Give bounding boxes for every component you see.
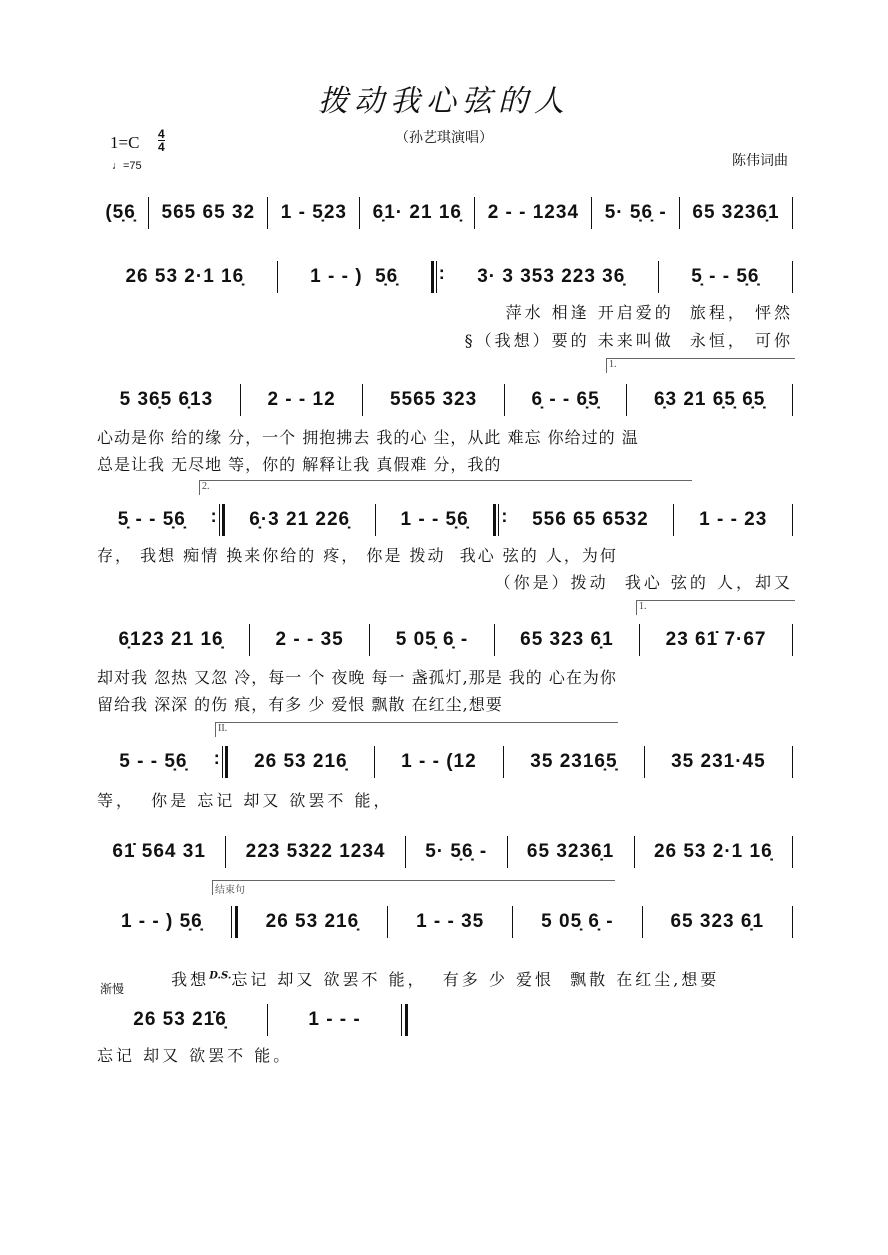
measure: 5· 5̣6̣ - bbox=[604, 202, 667, 223]
barline bbox=[591, 197, 592, 229]
barline bbox=[267, 1004, 268, 1036]
measure: 2 - - 35 bbox=[275, 629, 344, 650]
lyric-line: 等， 你是 忘记 却又 欲罢不 能， bbox=[97, 791, 393, 810]
barline bbox=[504, 384, 505, 416]
measure: 65 323 6̣1 bbox=[670, 911, 765, 932]
measure: 35 231·45 bbox=[671, 751, 766, 772]
system-2 bbox=[95, 260, 795, 294]
measure: 5 36̣5 6̣13 bbox=[119, 389, 214, 410]
system-8 bbox=[95, 905, 795, 939]
ritardando-mark: 渐慢 bbox=[100, 982, 125, 996]
barline bbox=[249, 624, 250, 656]
barline bbox=[494, 624, 495, 656]
measure: 1 - - 23 bbox=[699, 509, 768, 530]
barline bbox=[148, 197, 149, 229]
barline bbox=[792, 836, 793, 868]
volta-1-chorus: 1. bbox=[636, 600, 795, 615]
lyric-line: 萍水 相逢 开启爱的 旅程， 怦然 bbox=[505, 303, 793, 322]
volta-2: 2. bbox=[199, 480, 692, 495]
barline bbox=[512, 906, 513, 938]
lyric-line: 忘记 却又 欲罢不 能。 bbox=[97, 1046, 293, 1065]
measure: 565 65 32 bbox=[161, 202, 256, 223]
measure: 1 - - - bbox=[308, 1009, 361, 1030]
system-6 bbox=[95, 745, 795, 779]
lyric-line: 存， 我想 痴情 换来你给的 疼， 你是 拨动 我心 弦的 人，为何 bbox=[97, 546, 618, 565]
volta-2-chorus: II. bbox=[215, 722, 618, 737]
measure: (5̣6̣ bbox=[105, 202, 136, 223]
measure: 26 53 2·1 16̣ bbox=[653, 841, 773, 862]
system-4 bbox=[95, 503, 795, 537]
barline bbox=[792, 384, 793, 416]
measure: 5̣ - - 5̣6̣ bbox=[117, 509, 186, 530]
lyric-line: 留给我 深深 的伤 痕，有多 少 爱恨 飘散 在红尘,想要 bbox=[97, 695, 503, 714]
system-3 bbox=[95, 383, 795, 417]
measure: 65 323 6̣1 bbox=[520, 629, 614, 650]
barline bbox=[658, 261, 659, 293]
lyric-text: 忘记 却又 欲罢不 能， 有多 少 爱恨 飘散 在红尘,想要 bbox=[231, 970, 720, 989]
barline bbox=[644, 746, 645, 778]
barline bbox=[374, 746, 375, 778]
barline bbox=[792, 197, 793, 229]
composer-credit: 陈伟词曲 bbox=[732, 152, 788, 168]
measure: 5 - - 5̣6̣ bbox=[119, 751, 188, 772]
measure: 65 3236̣1 bbox=[692, 202, 780, 223]
measure: 1 - - ) 5̣6̣ bbox=[310, 266, 399, 287]
lyric-line: 总是让我 无尽地 等，你的 解释让我 真假难 分，我的 bbox=[97, 455, 502, 474]
double-barline bbox=[401, 1004, 408, 1036]
lyric-line: （你是）拨动 我心 弦的 人，却又 bbox=[494, 573, 793, 592]
barline bbox=[507, 836, 508, 868]
measure: 5· 5̣6̣ - bbox=[425, 841, 488, 862]
measure: 5 05̣ 6̣ - bbox=[395, 629, 469, 650]
barline bbox=[375, 504, 376, 536]
barline bbox=[369, 624, 370, 656]
lyric-line: §（我想）要的 未来叫做 永恒， 可你 bbox=[464, 331, 793, 350]
barline bbox=[626, 384, 627, 416]
dal-segno-mark: D.S. bbox=[209, 970, 232, 982]
measure: 1 - - ) 5̣6̣ bbox=[120, 911, 203, 932]
lyric-line: 却对我 忽热 又忽 冷，每一 个 夜晚 每一 盏孤灯,那是 我的 心在为你 bbox=[97, 668, 617, 687]
barline bbox=[673, 504, 674, 536]
measure: 26 53 2·1 16̣ bbox=[125, 266, 245, 287]
system-9 bbox=[95, 1003, 410, 1037]
volta-1: 1. bbox=[606, 358, 795, 373]
measure: 23 61̇ 7·67 bbox=[665, 629, 767, 650]
measure: 6̣ - - 6̣5̣ bbox=[531, 389, 600, 410]
barline bbox=[362, 384, 363, 416]
lyric-line bbox=[155, 948, 719, 990]
barline bbox=[267, 197, 268, 229]
ending-bracket: 结束句 bbox=[212, 880, 615, 895]
measure: 6̣123 21 16̣ bbox=[118, 629, 224, 650]
measure: 1 - 5̣23 bbox=[280, 202, 347, 223]
barline bbox=[792, 624, 793, 656]
key-signature: 1=C bbox=[110, 133, 140, 152]
measure: 3· 3 353 223 36̣ bbox=[477, 266, 626, 287]
measure: 2 - - 12 bbox=[267, 389, 336, 410]
system-7 bbox=[95, 835, 795, 869]
time-top: 4 bbox=[158, 127, 165, 141]
double-barline bbox=[231, 906, 238, 938]
measure: 26 53 216̣ bbox=[254, 751, 348, 772]
barline bbox=[792, 746, 793, 778]
repeat-start-barline bbox=[431, 261, 445, 293]
lyric-line: 心动是你 给的缘 分，一个 拥抱拂去 我的心 尘，从此 难忘 你给过的 温 bbox=[97, 428, 639, 447]
measure: 1 - - 5̣6̣ bbox=[400, 509, 469, 530]
barline bbox=[225, 836, 226, 868]
measure: 1 - - 35 bbox=[416, 911, 485, 932]
measure: 5̣ - - 5̣6̣ bbox=[691, 266, 760, 287]
measure: 1 - - (12 bbox=[401, 751, 477, 772]
tempo-mark: ♩=75 bbox=[112, 160, 142, 172]
barline bbox=[634, 836, 635, 868]
barline bbox=[405, 836, 406, 868]
system-1 bbox=[95, 196, 795, 230]
measure: 26 53 216̣ bbox=[265, 911, 360, 932]
measure: 5 05̣ 6̣ - bbox=[541, 911, 614, 932]
performer: （孙艺琪演唱） bbox=[395, 129, 493, 145]
measure: 556 65 6532 bbox=[532, 509, 649, 530]
measure: 35 2316̣5̣ bbox=[530, 751, 618, 772]
barline bbox=[474, 197, 475, 229]
barline bbox=[503, 746, 504, 778]
measure: 5565 323 bbox=[389, 389, 478, 410]
measure: 223 5322 1234 bbox=[245, 841, 386, 862]
barline bbox=[277, 261, 278, 293]
measure: 61̇ 564 31 bbox=[112, 841, 206, 862]
measure: 6̣1· 21 16̣ bbox=[372, 202, 462, 223]
barline bbox=[642, 906, 643, 938]
repeat-end-barline bbox=[211, 504, 225, 536]
barline bbox=[792, 906, 793, 938]
repeat-start-barline bbox=[493, 504, 507, 536]
barline bbox=[792, 261, 793, 293]
measure: 26 53 21̇6̣ bbox=[133, 1009, 227, 1030]
system-5 bbox=[95, 623, 795, 657]
barline bbox=[359, 197, 360, 229]
measure: 6̣·3 21 226̣ bbox=[249, 509, 351, 530]
measure: 2 - - 1234 bbox=[487, 202, 580, 223]
repeat-end-barline bbox=[214, 746, 228, 778]
barline bbox=[387, 906, 388, 938]
barline bbox=[792, 504, 793, 536]
lyric-text: 我想 bbox=[171, 970, 210, 989]
measure: 6̣3 21 6̣5̣ 6̣5̣ bbox=[653, 389, 766, 410]
measure: 65 3236̣1 bbox=[526, 841, 615, 862]
time-bottom: 4 bbox=[158, 140, 165, 154]
barline bbox=[240, 384, 241, 416]
time-signature bbox=[158, 128, 165, 153]
song-title: 拨动我心弦的人 bbox=[318, 84, 570, 119]
barline bbox=[679, 197, 680, 229]
barline bbox=[639, 624, 640, 656]
